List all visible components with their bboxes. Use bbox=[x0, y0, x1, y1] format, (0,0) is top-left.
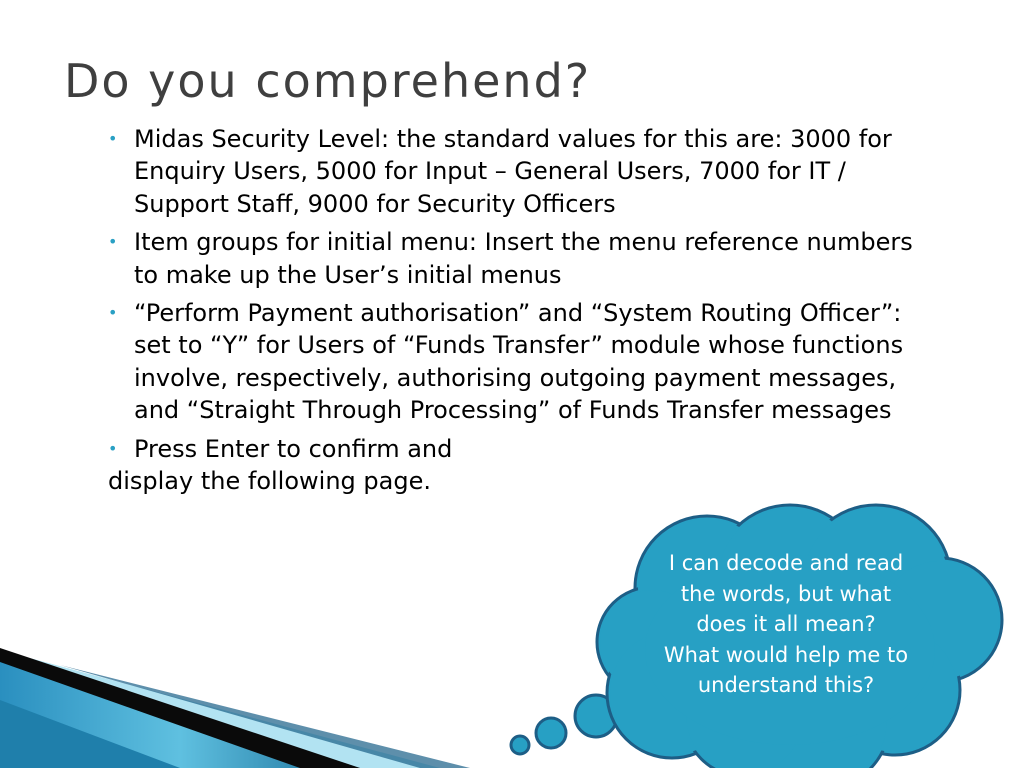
thought-line-decode: I can decode and read the words, but what does it all mean? bbox=[668, 551, 904, 636]
bullet-dot-icon: • bbox=[108, 232, 118, 252]
bullet-text: Midas Security Level: the standard values for this are: 3000 for Enquiry Users, 5000 for Input – General Users, 7000 for IT / Support Staff, 9000 for Security Officers bbox=[134, 125, 892, 218]
slide-title: Do you comprehend? bbox=[64, 54, 592, 108]
bullet-text: Press Enter to confirm and bbox=[134, 434, 453, 463]
bullet-dot-icon: • bbox=[108, 438, 118, 458]
thought-cloud-text bbox=[656, 548, 916, 701]
bullet-dot-icon: • bbox=[108, 129, 118, 148]
bullet-text: Item groups for initial menu: Insert the menu reference numbers to make up the User’s initial menus bbox=[134, 228, 913, 289]
trailing-text: display the following page. bbox=[108, 467, 431, 496]
thought-line-help: What would help me to understand this? bbox=[663, 642, 909, 697]
bullet-text: “Perform Payment authorisation” and “System Routing Officer”: set to “Y” for Users of “Funds Transfer” module whose functions involve, respectively, authorising outgoing payment messages, and “Straight Through Processing” of Funds Transfer messages bbox=[134, 299, 904, 425]
bullet-dot-icon: • bbox=[108, 303, 118, 323]
